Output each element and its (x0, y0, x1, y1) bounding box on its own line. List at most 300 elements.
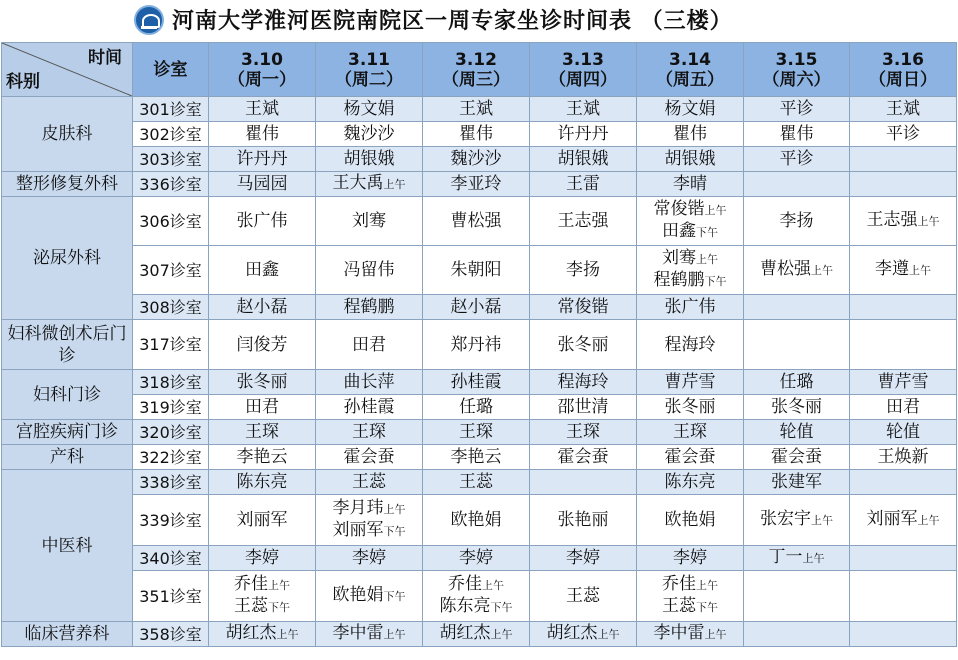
doctor-entry (637, 372, 743, 392)
doctor-cell (850, 546, 957, 571)
doctor-entry (530, 297, 636, 317)
doctor-entry (209, 596, 315, 618)
doctor-cell (850, 246, 957, 295)
doctor-cell (637, 420, 744, 445)
doctor-cell (316, 370, 423, 395)
doctor-name: 陈东亮 (236, 472, 288, 492)
room-number: 303诊室 (133, 147, 209, 172)
doctor-entry (637, 248, 743, 270)
doctor-cell (316, 420, 423, 445)
doctor-cell (850, 420, 957, 445)
doctor-cell (316, 197, 423, 246)
doctor-cell (530, 320, 637, 370)
department-name: 皮肤科 (2, 97, 133, 172)
schedule-row (2, 172, 957, 197)
day-date: 3.14 (669, 49, 711, 70)
doctor-entry (744, 422, 849, 442)
doctor-entry (530, 623, 636, 645)
doctor-entry (316, 472, 422, 492)
doctor-entry (744, 372, 849, 392)
doctor-cell (850, 445, 957, 470)
doctor-cell (744, 172, 850, 197)
doctor-cell (316, 320, 423, 370)
room-number: 319诊室 (133, 395, 209, 420)
doctor-entry (209, 472, 315, 492)
doctor-cell (316, 172, 423, 197)
doctor-name: 田君 (245, 397, 279, 417)
doctor-cell (209, 246, 316, 295)
session-label: 下午 (268, 601, 290, 614)
schedule-row (2, 122, 957, 147)
session-label: 上午 (276, 628, 299, 641)
doctor-entry (530, 447, 636, 467)
session-label: 下午 (704, 275, 727, 288)
doctor-name: 曹松强 (450, 211, 502, 231)
doctor-entry (423, 174, 529, 194)
doctor-cell (850, 295, 957, 320)
doctor-name: 李中雷 (332, 623, 384, 643)
session-label: 上午 (597, 628, 620, 641)
doctor-cell (530, 246, 637, 295)
doctor-cell (530, 172, 637, 197)
doctor-entry (209, 372, 315, 392)
doctor-name: 张冬丽 (664, 397, 716, 417)
doctor-cell (209, 420, 316, 445)
doctor-name: 曹芹雪 (877, 372, 929, 392)
doctor-name: 霍会蚕 (771, 447, 822, 467)
department-name: 中医科 (2, 470, 133, 622)
doctor-name: 曹芹雪 (664, 372, 716, 392)
doctor-cell (209, 445, 316, 470)
doctor-name: 李晴 (673, 174, 707, 194)
doctor-cell (423, 295, 530, 320)
doctor-name: 陈东亮 (664, 472, 716, 492)
doctor-entry (209, 335, 315, 355)
doctor-name: 杨文娟 (664, 99, 716, 119)
doctor-cell (209, 546, 316, 571)
doctor-cell (637, 295, 744, 320)
doctor-name: 王蕊 (234, 596, 268, 616)
doctor-name: 李婷 (673, 548, 707, 568)
doctor-name: 李婷 (352, 548, 386, 568)
day-header (209, 43, 316, 97)
doctor-cell (423, 172, 530, 197)
corner-time-label: 时间 (88, 48, 122, 68)
doctor-name: 王斌 (886, 99, 920, 119)
doctor-cell (423, 122, 530, 147)
doctor-entry (850, 124, 956, 144)
doctor-entry (530, 548, 636, 568)
day-date: 3.10 (241, 49, 283, 70)
corner-header (2, 43, 133, 97)
schedule-row (2, 495, 957, 546)
doctor-entry (316, 173, 422, 195)
doctor-cell (423, 571, 530, 622)
doctor-entry (316, 585, 422, 607)
doctor-entry (209, 149, 315, 169)
doctor-name: 霍会蚕 (343, 447, 395, 467)
doctor-entry (637, 99, 743, 119)
doctor-entry (316, 498, 422, 520)
doctor-name: 田鑫 (662, 221, 696, 241)
doctor-cell (530, 420, 637, 445)
doctor-cell (209, 370, 316, 395)
doctor-entry (637, 510, 743, 530)
doctor-cell (209, 147, 316, 172)
doctor-entry (744, 124, 849, 144)
doctor-entry (316, 335, 422, 355)
doctor-name: 陈东亮 (439, 596, 491, 616)
doctor-name: 任璐 (779, 372, 814, 392)
doctor-entry (316, 211, 422, 231)
doctor-cell (316, 295, 423, 320)
schedule-row (2, 147, 957, 172)
doctor-name: 闫俊芳 (236, 334, 288, 355)
doctor-cell (423, 445, 530, 470)
doctor-name: 王蕊 (566, 586, 600, 606)
day-header (637, 43, 744, 97)
doctor-name: 张广伟 (236, 211, 288, 231)
doctor-name: 胡银娥 (343, 149, 395, 169)
day-header (530, 43, 637, 97)
doctor-entry (530, 260, 636, 280)
doctor-cell (530, 495, 637, 546)
doctor-name: 刘丽军 (866, 509, 918, 529)
doctor-name: 王斌 (459, 99, 493, 119)
doctor-entry (850, 372, 956, 392)
schedule-row (2, 246, 957, 295)
doctor-entry (423, 623, 529, 645)
doctor-entry (423, 297, 529, 317)
doctor-entry (744, 547, 849, 569)
session-label: 上午 (704, 628, 727, 641)
doctor-name: 王志强 (557, 211, 609, 231)
doctor-entry (744, 397, 849, 417)
doctor-name: 乔佳 (448, 574, 482, 594)
doctor-name: 乔佳 (662, 574, 696, 594)
doctor-name: 胡银娥 (557, 149, 609, 169)
doctor-cell (209, 571, 316, 622)
doctor-cell (744, 246, 850, 295)
schedule-row (2, 622, 957, 647)
doctor-cell (530, 622, 637, 647)
doctor-entry (530, 422, 636, 442)
doctor-entry (744, 99, 849, 119)
doctor-cell (423, 320, 530, 370)
session-label: 上午 (802, 552, 825, 565)
doctor-entry (209, 422, 315, 442)
doctor-entry (850, 99, 956, 119)
doctor-name: 瞿伟 (779, 124, 814, 144)
doctor-entry (423, 335, 529, 355)
doctor-entry (423, 447, 529, 467)
room-number: 318诊室 (133, 370, 209, 395)
doctor-entry (637, 548, 743, 568)
doctor-entry (316, 548, 422, 568)
doctor-name: 张广伟 (664, 297, 716, 317)
doctor-entry (423, 510, 529, 530)
day-date: 3.11 (348, 49, 390, 70)
doctor-cell (316, 546, 423, 571)
day-weekday: （周一） (228, 69, 296, 90)
doctor-entry (850, 509, 956, 531)
doctor-cell (850, 172, 957, 197)
doctor-entry (637, 199, 743, 221)
department-name: 临床营养科 (2, 622, 133, 647)
doctor-cell (637, 470, 744, 495)
session-label: 下午 (696, 226, 718, 239)
doctor-entry (209, 510, 315, 530)
room-number: 308诊室 (133, 295, 209, 320)
doctor-entry (744, 211, 849, 231)
doctor-cell (637, 571, 744, 622)
doctor-cell (530, 197, 637, 246)
doctor-entry (637, 270, 743, 292)
doctor-name: 王琛 (673, 422, 707, 442)
doctor-name: 张艳丽 (557, 510, 609, 530)
day-date: 3.16 (882, 49, 924, 70)
doctor-cell (209, 320, 316, 370)
doctor-name: 常俊锴 (557, 297, 609, 317)
doctor-name: 轮值 (886, 422, 920, 442)
doctor-cell (744, 445, 850, 470)
doctor-cell (209, 470, 316, 495)
doctor-name: 孙桂霞 (343, 397, 395, 417)
doctor-name: 李婷 (245, 548, 279, 568)
doctor-entry (744, 259, 849, 281)
doctor-name: 平诊 (886, 124, 920, 144)
department-name: 妇科门诊 (2, 370, 133, 420)
doctor-cell (850, 571, 957, 622)
doctor-entry (316, 260, 422, 280)
doctor-name: 张宏宇 (760, 509, 811, 529)
doctor-name: 程海玲 (557, 372, 609, 392)
room-number: 351诊室 (133, 571, 209, 622)
doctor-entry (209, 548, 315, 568)
doctor-cell (530, 546, 637, 571)
doctor-cell (637, 197, 744, 246)
day-date: 3.13 (562, 49, 604, 70)
doctor-cell (637, 172, 744, 197)
doctor-name: 刘丽军 (236, 510, 288, 530)
doctor-name: 欧艳娟 (450, 510, 502, 530)
doctor-entry (423, 472, 529, 492)
session-label: 下午 (696, 601, 718, 614)
room-number: 307诊室 (133, 246, 209, 295)
schedule-row (2, 295, 957, 320)
doctor-cell (637, 495, 744, 546)
doctor-cell (423, 97, 530, 122)
doctor-cell (423, 622, 530, 647)
doctor-name: 张建军 (771, 472, 822, 492)
doctor-name: 王斌 (566, 99, 600, 119)
doctor-entry (637, 297, 743, 317)
doctor-entry (423, 372, 529, 392)
doctor-cell (530, 147, 637, 172)
doctor-name: 许丹丹 (557, 124, 609, 144)
doctor-entry (530, 211, 636, 231)
doctor-cell (637, 395, 744, 420)
doctor-name: 马园园 (236, 174, 288, 194)
doctor-name: 欧艳娟 (332, 585, 384, 605)
doctor-name: 赵小磊 (236, 297, 288, 317)
hospital-logo-icon (134, 5, 164, 35)
day-weekday: （周五） (656, 69, 724, 90)
doctor-entry (209, 447, 315, 467)
doctor-entry (744, 447, 849, 467)
doctor-entry (744, 149, 849, 169)
page-title: 河南大学淮河医院南院区一周专家坐诊时间表 （三楼） (172, 9, 733, 34)
doctor-name: 胡红杰 (546, 623, 598, 643)
doctor-entry (637, 397, 743, 417)
session-label: 上午 (811, 514, 833, 527)
doctor-cell (637, 246, 744, 295)
doctor-entry (744, 472, 849, 492)
doctor-name: 王蕊 (459, 472, 493, 492)
day-weekday: （周六） (762, 69, 831, 90)
department-name: 妇科微创术后门诊 (2, 320, 133, 370)
doctor-cell (850, 370, 957, 395)
doctor-cell (530, 445, 637, 470)
doctor-entry (316, 297, 422, 317)
doctor-cell (637, 97, 744, 122)
schedule-row (2, 571, 957, 622)
doctor-name: 邵世清 (557, 397, 609, 417)
doctor-entry (316, 422, 422, 442)
room-number: 301诊室 (133, 97, 209, 122)
doctor-cell (744, 622, 850, 647)
doctor-name: 曲长萍 (343, 372, 395, 392)
doctor-cell (850, 622, 957, 647)
doctor-cell (530, 395, 637, 420)
doctor-entry (637, 221, 743, 243)
session-label: 上午 (383, 628, 406, 641)
doctor-name: 李艳云 (450, 447, 502, 467)
doctor-entry (423, 211, 529, 231)
doctor-name: 程海玲 (664, 334, 716, 355)
session-label: 上午 (909, 264, 931, 277)
doctor-name: 王志强 (866, 210, 918, 230)
doctor-entry (316, 99, 422, 119)
doctor-entry (530, 335, 636, 355)
doctor-entry (209, 99, 315, 119)
doctor-entry (423, 548, 529, 568)
day-weekday: （周二） (335, 69, 403, 90)
doctor-entry (423, 99, 529, 119)
doctor-entry (637, 596, 743, 618)
doctor-cell (316, 395, 423, 420)
doctor-entry (423, 422, 529, 442)
room-number: 336诊室 (133, 172, 209, 197)
doctor-entry (850, 259, 956, 281)
title-bar (0, 0, 958, 42)
doctor-entry (744, 509, 849, 531)
room-number: 317诊室 (133, 320, 209, 370)
doctor-cell (744, 420, 850, 445)
room-number: 339诊室 (133, 495, 209, 546)
doctor-entry (316, 623, 422, 645)
doctor-cell (744, 320, 850, 370)
doctor-name: 刘丽军 (332, 520, 384, 540)
doctor-name: 杨文娟 (343, 99, 395, 119)
schedule-body (2, 97, 957, 647)
doctor-cell (850, 197, 957, 246)
doctor-cell (423, 470, 530, 495)
session-label: 上午 (696, 579, 718, 592)
doctor-name: 乔佳 (234, 574, 268, 594)
doctor-cell (530, 571, 637, 622)
doctor-name: 张冬丽 (771, 397, 822, 417)
room-number: 338诊室 (133, 470, 209, 495)
doctor-name: 轮值 (779, 422, 814, 442)
doctor-cell (316, 122, 423, 147)
doctor-name: 刘骞 (352, 211, 386, 231)
doctor-name: 张冬丽 (557, 334, 609, 355)
schedule-table (1, 42, 957, 647)
session-label: 上午 (696, 253, 718, 266)
doctor-name: 冯留伟 (343, 260, 395, 280)
doctor-cell (530, 97, 637, 122)
doctor-entry (423, 149, 529, 169)
doctor-entry (637, 149, 743, 169)
doctor-cell (850, 122, 957, 147)
doctor-cell (637, 622, 744, 647)
doctor-entry (209, 297, 315, 317)
doctor-entry (423, 124, 529, 144)
doctor-entry (209, 397, 315, 417)
doctor-name: 许丹丹 (236, 149, 288, 169)
doctor-name: 程鹤鹏 (343, 297, 395, 317)
department-name: 整形修复外科 (2, 172, 133, 197)
doctor-cell (637, 147, 744, 172)
doctor-entry (850, 397, 956, 417)
room-number: 340诊室 (133, 546, 209, 571)
doctor-cell (637, 122, 744, 147)
day-weekday: （周四） (549, 69, 617, 90)
doctor-name: 魏沙沙 (343, 124, 395, 144)
doctor-name: 丁一 (768, 547, 803, 567)
doctor-name: 李遵 (875, 259, 909, 279)
doctor-name: 曹松强 (760, 259, 811, 279)
room-number: 320诊室 (133, 420, 209, 445)
doctor-cell (850, 395, 957, 420)
doctor-entry (423, 260, 529, 280)
doctor-cell (530, 122, 637, 147)
doctor-name: 李艳云 (236, 447, 288, 467)
doctor-entry (530, 149, 636, 169)
doctor-name: 霍会蚕 (557, 447, 609, 467)
doctor-name: 李亚玲 (450, 174, 502, 194)
doctor-entry (316, 447, 422, 467)
doctor-name: 李扬 (566, 260, 600, 280)
session-label: 下午 (490, 601, 513, 614)
day-header (316, 43, 423, 97)
doctor-cell (423, 420, 530, 445)
doctor-name: 胡银娥 (664, 149, 716, 169)
doctor-entry (316, 520, 422, 542)
doctor-cell (316, 147, 423, 172)
doctor-entry (637, 174, 743, 194)
doctor-cell (744, 122, 850, 147)
doctor-name: 程鹤鹏 (653, 270, 705, 290)
schedule-row (2, 320, 957, 370)
doctor-entry (316, 124, 422, 144)
doctor-cell (316, 470, 423, 495)
doctor-entry (637, 422, 743, 442)
schedule-row (2, 395, 957, 420)
doctor-name: 平诊 (779, 149, 814, 169)
room-number: 302诊室 (133, 122, 209, 147)
